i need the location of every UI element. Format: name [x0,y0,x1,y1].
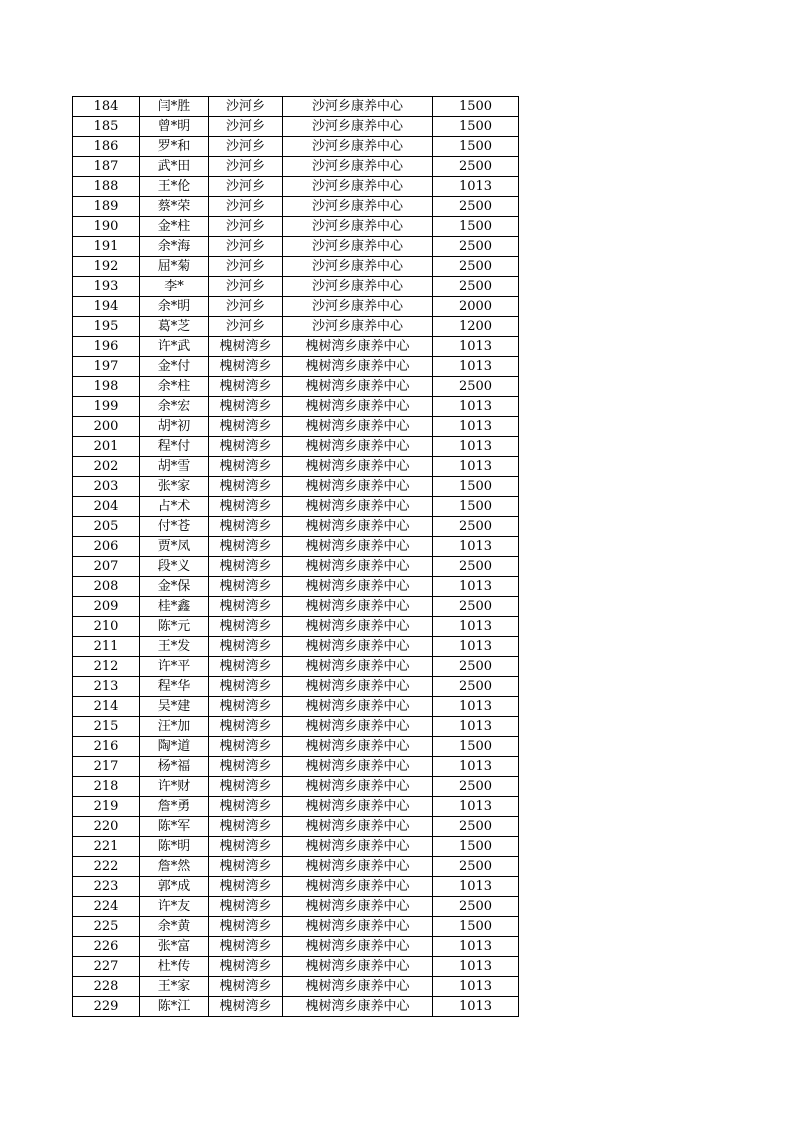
table-row [73,917,519,937]
township-cell: 沙河乡 [209,137,283,157]
table-row [73,657,519,677]
name-cell: 付*苍 [140,517,209,537]
amount-cell: 2500 [433,777,519,797]
table-row [73,457,519,477]
table-row [73,97,519,117]
amount-cell: 1500 [433,117,519,137]
row-number-cell: 186 [73,137,140,157]
township-cell: 槐树湾乡 [209,677,283,697]
amount-cell: 2500 [433,677,519,697]
name-cell: 程*华 [140,677,209,697]
row-number-cell: 191 [73,237,140,257]
name-cell: 许*武 [140,337,209,357]
name-cell: 吴*建 [140,697,209,717]
name-cell: 金*付 [140,357,209,377]
row-number-cell: 199 [73,397,140,417]
care-center-cell: 槐树湾乡康养中心 [283,677,433,697]
township-cell: 沙河乡 [209,277,283,297]
name-cell: 陈*元 [140,617,209,637]
row-number-cell: 226 [73,937,140,957]
table-row [73,477,519,497]
data-table [72,96,519,1017]
care-center-cell: 沙河乡康养中心 [283,97,433,117]
township-cell: 槐树湾乡 [209,877,283,897]
table-row [73,537,519,557]
table-row [73,637,519,657]
amount-cell: 1013 [433,577,519,597]
amount-cell: 1013 [433,397,519,417]
township-cell: 槐树湾乡 [209,817,283,837]
table-row [73,857,519,877]
row-number-cell: 220 [73,817,140,837]
table-row [73,997,519,1017]
table-row [73,897,519,917]
care-center-cell: 沙河乡康养中心 [283,177,433,197]
care-center-cell: 槐树湾乡康养中心 [283,877,433,897]
name-cell: 郭*成 [140,877,209,897]
row-number-cell: 198 [73,377,140,397]
township-cell: 槐树湾乡 [209,357,283,377]
row-number-cell: 196 [73,337,140,357]
row-number-cell: 209 [73,597,140,617]
row-number-cell: 221 [73,837,140,857]
name-cell: 李* [140,277,209,297]
row-number-cell: 194 [73,297,140,317]
table-row [73,237,519,257]
township-cell: 沙河乡 [209,157,283,177]
amount-cell: 2500 [433,157,519,177]
row-number-cell: 195 [73,317,140,337]
township-cell: 槐树湾乡 [209,657,283,677]
amount-cell: 2000 [433,297,519,317]
table-body [73,97,519,1017]
care-center-cell: 槐树湾乡康养中心 [283,417,433,437]
care-center-cell: 槐树湾乡康养中心 [283,697,433,717]
table-row [73,377,519,397]
table-row [73,757,519,777]
amount-cell: 1013 [433,997,519,1017]
row-number-cell: 228 [73,977,140,997]
name-cell: 占*术 [140,497,209,517]
name-cell: 陈*明 [140,837,209,857]
row-number-cell: 200 [73,417,140,437]
table-row [73,577,519,597]
name-cell: 余*明 [140,297,209,317]
amount-cell: 1200 [433,317,519,337]
township-cell: 槐树湾乡 [209,417,283,437]
care-center-cell: 槐树湾乡康养中心 [283,737,433,757]
care-center-cell: 沙河乡康养中心 [283,137,433,157]
township-cell: 槐树湾乡 [209,377,283,397]
row-number-cell: 213 [73,677,140,697]
township-cell: 槐树湾乡 [209,537,283,557]
care-center-cell: 槐树湾乡康养中心 [283,837,433,857]
township-cell: 槐树湾乡 [209,837,283,857]
care-center-cell: 槐树湾乡康养中心 [283,337,433,357]
care-center-cell: 槐树湾乡康养中心 [283,657,433,677]
amount-cell: 2500 [433,557,519,577]
name-cell: 张*家 [140,477,209,497]
township-cell: 沙河乡 [209,97,283,117]
township-cell: 沙河乡 [209,317,283,337]
name-cell: 陈*军 [140,817,209,837]
care-center-cell: 槐树湾乡康养中心 [283,757,433,777]
name-cell: 王*发 [140,637,209,657]
row-number-cell: 189 [73,197,140,217]
name-cell: 金*柱 [140,217,209,237]
name-cell: 许*财 [140,777,209,797]
township-cell: 沙河乡 [209,117,283,137]
table-row [73,437,519,457]
amount-cell: 1013 [433,537,519,557]
township-cell: 槐树湾乡 [209,477,283,497]
name-cell: 陶*道 [140,737,209,757]
table-row [73,557,519,577]
care-center-cell: 槐树湾乡康养中心 [283,477,433,497]
name-cell: 詹*勇 [140,797,209,817]
table-row [73,877,519,897]
table-row [73,317,519,337]
table-row [73,357,519,377]
care-center-cell: 槐树湾乡康养中心 [283,377,433,397]
table-row [73,157,519,177]
table-row [73,337,519,357]
township-cell: 沙河乡 [209,217,283,237]
row-number-cell: 217 [73,757,140,777]
row-number-cell: 218 [73,777,140,797]
township-cell: 槐树湾乡 [209,797,283,817]
table-row [73,397,519,417]
table-row [73,137,519,157]
row-number-cell: 187 [73,157,140,177]
name-cell: 曾*明 [140,117,209,137]
care-center-cell: 槐树湾乡康养中心 [283,777,433,797]
name-cell: 闫*胜 [140,97,209,117]
care-center-cell: 槐树湾乡康养中心 [283,717,433,737]
township-cell: 槐树湾乡 [209,517,283,537]
township-cell: 沙河乡 [209,237,283,257]
amount-cell: 1013 [433,437,519,457]
township-cell: 槐树湾乡 [209,397,283,417]
name-cell: 罗*和 [140,137,209,157]
amount-cell: 1500 [433,477,519,497]
township-cell: 槐树湾乡 [209,777,283,797]
care-center-cell: 槐树湾乡康养中心 [283,617,433,637]
amount-cell: 1013 [433,957,519,977]
row-number-cell: 223 [73,877,140,897]
name-cell: 葛*芝 [140,317,209,337]
township-cell: 沙河乡 [209,197,283,217]
township-cell: 槐树湾乡 [209,697,283,717]
township-cell: 槐树湾乡 [209,897,283,917]
row-number-cell: 192 [73,257,140,277]
name-cell: 桂*鑫 [140,597,209,617]
care-center-cell: 槐树湾乡康养中心 [283,817,433,837]
care-center-cell: 槐树湾乡康养中心 [283,517,433,537]
row-number-cell: 188 [73,177,140,197]
name-cell: 张*富 [140,937,209,957]
amount-cell: 1013 [433,877,519,897]
amount-cell: 1013 [433,177,519,197]
amount-cell: 2500 [433,517,519,537]
row-number-cell: 225 [73,917,140,937]
row-number-cell: 207 [73,557,140,577]
amount-cell: 1500 [433,217,519,237]
township-cell: 槐树湾乡 [209,437,283,457]
table-row [73,817,519,837]
township-cell: 槐树湾乡 [209,977,283,997]
township-cell: 槐树湾乡 [209,917,283,937]
care-center-cell: 槐树湾乡康养中心 [283,577,433,597]
care-center-cell: 沙河乡康养中心 [283,197,433,217]
name-cell: 余*海 [140,237,209,257]
amount-cell: 1013 [433,637,519,657]
row-number-cell: 227 [73,957,140,977]
row-number-cell: 210 [73,617,140,637]
care-center-cell: 槐树湾乡康养中心 [283,557,433,577]
amount-cell: 1500 [433,97,519,117]
care-center-cell: 槐树湾乡康养中心 [283,497,433,517]
amount-cell: 2500 [433,597,519,617]
township-cell: 槐树湾乡 [209,337,283,357]
table-row [73,417,519,437]
amount-cell: 1500 [433,137,519,157]
row-number-cell: 190 [73,217,140,237]
row-number-cell: 202 [73,457,140,477]
table-row [73,197,519,217]
care-center-cell: 沙河乡康养中心 [283,217,433,237]
township-cell: 槐树湾乡 [209,557,283,577]
township-cell: 槐树湾乡 [209,757,283,777]
table-row [73,497,519,517]
amount-cell: 1500 [433,737,519,757]
care-center-cell: 槐树湾乡康养中心 [283,857,433,877]
amount-cell: 1013 [433,337,519,357]
amount-cell: 1013 [433,457,519,477]
name-cell: 杨*福 [140,757,209,777]
care-center-cell: 槐树湾乡康养中心 [283,537,433,557]
amount-cell: 2500 [433,817,519,837]
care-center-cell: 槐树湾乡康养中心 [283,797,433,817]
care-center-cell: 沙河乡康养中心 [283,257,433,277]
table-row [73,837,519,857]
row-number-cell: 206 [73,537,140,557]
care-center-cell: 槐树湾乡康养中心 [283,937,433,957]
name-cell: 武*田 [140,157,209,177]
name-cell: 王*家 [140,977,209,997]
township-cell: 槐树湾乡 [209,937,283,957]
care-center-cell: 槐树湾乡康养中心 [283,637,433,657]
amount-cell: 1013 [433,757,519,777]
table-row [73,777,519,797]
table-row [73,937,519,957]
table-row [73,737,519,757]
row-number-cell: 212 [73,657,140,677]
row-number-cell: 205 [73,517,140,537]
row-number-cell: 214 [73,697,140,717]
name-cell: 汪*加 [140,717,209,737]
care-center-cell: 槐树湾乡康养中心 [283,437,433,457]
amount-cell: 2500 [433,257,519,277]
amount-cell: 2500 [433,377,519,397]
row-number-cell: 216 [73,737,140,757]
amount-cell: 1500 [433,917,519,937]
row-number-cell: 185 [73,117,140,137]
row-number-cell: 204 [73,497,140,517]
row-number-cell: 197 [73,357,140,377]
township-cell: 槐树湾乡 [209,957,283,977]
amount-cell: 1013 [433,417,519,437]
township-cell: 槐树湾乡 [209,857,283,877]
care-center-cell: 沙河乡康养中心 [283,277,433,297]
care-center-cell: 沙河乡康养中心 [283,117,433,137]
row-number-cell: 229 [73,997,140,1017]
table-row [73,257,519,277]
row-number-cell: 219 [73,797,140,817]
name-cell: 蔡*荣 [140,197,209,217]
amount-cell: 1013 [433,697,519,717]
township-cell: 槐树湾乡 [209,637,283,657]
name-cell: 金*保 [140,577,209,597]
amount-cell: 1013 [433,357,519,377]
amount-cell: 1013 [433,617,519,637]
amount-cell: 1013 [433,717,519,737]
township-cell: 槐树湾乡 [209,617,283,637]
care-center-cell: 沙河乡康养中心 [283,317,433,337]
row-number-cell: 201 [73,437,140,457]
care-center-cell: 槐树湾乡康养中心 [283,957,433,977]
amount-cell: 2500 [433,657,519,677]
table-row [73,517,519,537]
amount-cell: 2500 [433,897,519,917]
name-cell: 段*义 [140,557,209,577]
row-number-cell: 203 [73,477,140,497]
table-row [73,697,519,717]
care-center-cell: 槐树湾乡康养中心 [283,457,433,477]
care-center-cell: 槐树湾乡康养中心 [283,917,433,937]
name-cell: 余*宏 [140,397,209,417]
care-center-cell: 槐树湾乡康养中心 [283,597,433,617]
row-number-cell: 211 [73,637,140,657]
row-number-cell: 222 [73,857,140,877]
township-cell: 槐树湾乡 [209,457,283,477]
name-cell: 杜*传 [140,957,209,977]
name-cell: 余*柱 [140,377,209,397]
township-cell: 沙河乡 [209,297,283,317]
table-row [73,597,519,617]
table-row [73,217,519,237]
name-cell: 余*黄 [140,917,209,937]
name-cell: 许*平 [140,657,209,677]
row-number-cell: 215 [73,717,140,737]
name-cell: 许*友 [140,897,209,917]
township-cell: 槐树湾乡 [209,717,283,737]
row-number-cell: 208 [73,577,140,597]
name-cell: 王*伦 [140,177,209,197]
care-center-cell: 沙河乡康养中心 [283,297,433,317]
table-row [73,277,519,297]
township-cell: 沙河乡 [209,257,283,277]
table-row [73,117,519,137]
township-cell: 槐树湾乡 [209,997,283,1017]
table-row [73,977,519,997]
table-row [73,617,519,637]
name-cell: 陈*江 [140,997,209,1017]
amount-cell: 1500 [433,497,519,517]
township-cell: 沙河乡 [209,177,283,197]
amount-cell: 1013 [433,977,519,997]
table-row [73,717,519,737]
amount-cell: 1013 [433,797,519,817]
row-number-cell: 224 [73,897,140,917]
township-cell: 槐树湾乡 [209,597,283,617]
name-cell: 程*付 [140,437,209,457]
name-cell: 詹*然 [140,857,209,877]
care-center-cell: 槐树湾乡康养中心 [283,397,433,417]
care-center-cell: 槐树湾乡康养中心 [283,357,433,377]
township-cell: 槐树湾乡 [209,737,283,757]
name-cell: 胡*雪 [140,457,209,477]
name-cell: 贾*凤 [140,537,209,557]
care-center-cell: 槐树湾乡康养中心 [283,897,433,917]
amount-cell: 2500 [433,857,519,877]
amount-cell: 2500 [433,277,519,297]
name-cell: 胡*初 [140,417,209,437]
township-cell: 槐树湾乡 [209,497,283,517]
row-number-cell: 184 [73,97,140,117]
row-number-cell: 193 [73,277,140,297]
amount-cell: 2500 [433,237,519,257]
table-row [73,797,519,817]
amount-cell: 1013 [433,937,519,957]
name-cell: 屈*菊 [140,257,209,277]
amount-cell: 2500 [433,197,519,217]
table-row [73,957,519,977]
table-row [73,297,519,317]
township-cell: 槐树湾乡 [209,577,283,597]
table-row [73,677,519,697]
care-center-cell: 沙河乡康养中心 [283,237,433,257]
care-center-cell: 沙河乡康养中心 [283,157,433,177]
care-center-cell: 槐树湾乡康养中心 [283,977,433,997]
amount-cell: 1500 [433,837,519,857]
table-row [73,177,519,197]
care-center-cell: 槐树湾乡康养中心 [283,997,433,1017]
